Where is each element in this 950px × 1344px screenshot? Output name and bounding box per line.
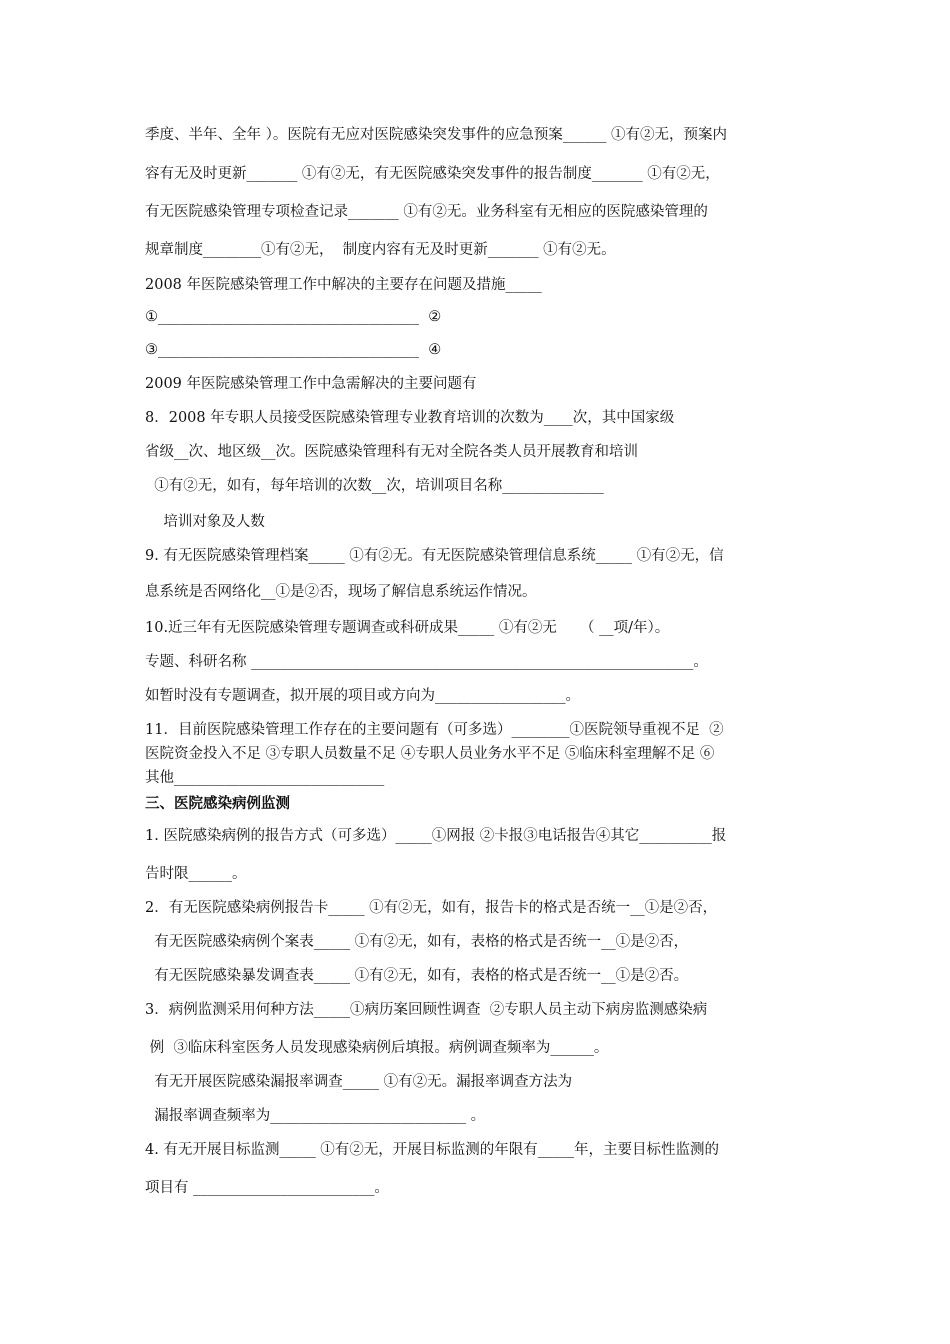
text-line: 4. 有无开展目标监测_____ ①有②无，开展目标监测的年限有_____年，主要目标性监测的 <box>145 1142 720 1158</box>
text-line: 10.近三年有无医院感染管理专题调查或科研成果_____ ①有②无 （ __项/年）。 <box>145 620 670 636</box>
text-line: 规章制度________①有②无， 制度内容有无及时更新_______ ①有②无。 <box>145 242 616 258</box>
text-line: 有无医院感染暴发调查表_____ ①有②无，如有，表格的格式是否统一__①是②否。 <box>145 968 689 984</box>
text-line: ③____________________________________ ④ <box>145 342 442 358</box>
text-line: 2008 年医院感染管理工作中解决的主要存在问题及措施_____ <box>145 277 542 293</box>
text-line: 有无医院感染管理专项检查记录_______ ①有②无。业务科室有无相应的医院感染管理的 <box>145 204 708 220</box>
text-line: 8．2008 年专职人员接受医院感染管理专业教育培训的次数为____次，其中国家级 <box>145 410 675 426</box>
text-line: 漏报率调查频率为___________________________ 。 <box>145 1108 486 1124</box>
text-line: 2．有无医院感染病例报告卡_____ ①有②无，如有，报告卡的格式是否统一__①是②否， <box>145 900 718 916</box>
text-line: 省级__次、地区级__次。医院感染管理科有无对全院各类人员开展教育和培训 <box>145 444 638 460</box>
text-line: 9. 有无医院感染管理档案_____ ①有②无。有无医院感染管理信息系统_____ ①有②无，信 <box>145 548 724 564</box>
text-line: 有无开展医院感染漏报率调查_____ ①有②无。漏报率调查方法为 <box>145 1074 573 1090</box>
text-line: 医院资金投入不足 ③专职人员数量不足 ④专职人员业务水平不足 ⑤临床科室理解不足 ⑥ <box>145 746 715 762</box>
text-line: 季度、半年、全年 ）。医院有无应对医院感染突发事件的应急预案______ ①有②无，预案内 <box>145 127 727 143</box>
text-line: 1. 医院感染病例的报告方式（可多选）_____①网报 ②卡报③电话报告④其它__________报 <box>145 828 727 844</box>
text-line: 项目有 _________________________。 <box>145 1180 389 1196</box>
text-line: 例 ③临床科室医务人员发现感染病例后填报。病例调查频率为______。 <box>145 1040 609 1056</box>
text-line: ①有②无，如有，每年培训的次数__次，培训项目名称______________ <box>145 478 604 494</box>
text-line: 培训对象及人数 <box>145 514 265 530</box>
text-line: 容有无及时更新_______ ①有②无，有无医院感染突发事件的报告制度_______ ①有②无， <box>145 166 720 182</box>
text-line: 专题、科研名称 _____________________________________________________________。 <box>145 654 708 670</box>
text-line: 息系统是否网络化__①是②否，现场了解信息系统运作情况。 <box>145 584 537 600</box>
text-line: 其他_____________________________ <box>145 770 385 786</box>
section-heading: 三、医院感染病例监测 <box>145 795 290 812</box>
text-line: 如暂时没有专题调查，拟开展的项目或方向为__________________。 <box>145 688 580 704</box>
text-line: 有无医院感染病例个案表_____ ①有②无，如有，表格的格式是否统一__①是②否， <box>145 934 689 950</box>
text-line: ①____________________________________ ② <box>145 309 442 325</box>
text-line: 告时限______。 <box>145 866 247 882</box>
text-line: 3．病例监测采用何种方法_____①病历案回顾性调查 ②专职人员主动下病房监测感染病 <box>145 1002 708 1018</box>
text-line: 2009 年医院感染管理工作中急需解决的主要问题有 <box>145 376 477 392</box>
text-line: 11．目前医院感染管理工作存在的主要问题有（可多选）________①医院领导重视不足 ② <box>145 722 724 738</box>
